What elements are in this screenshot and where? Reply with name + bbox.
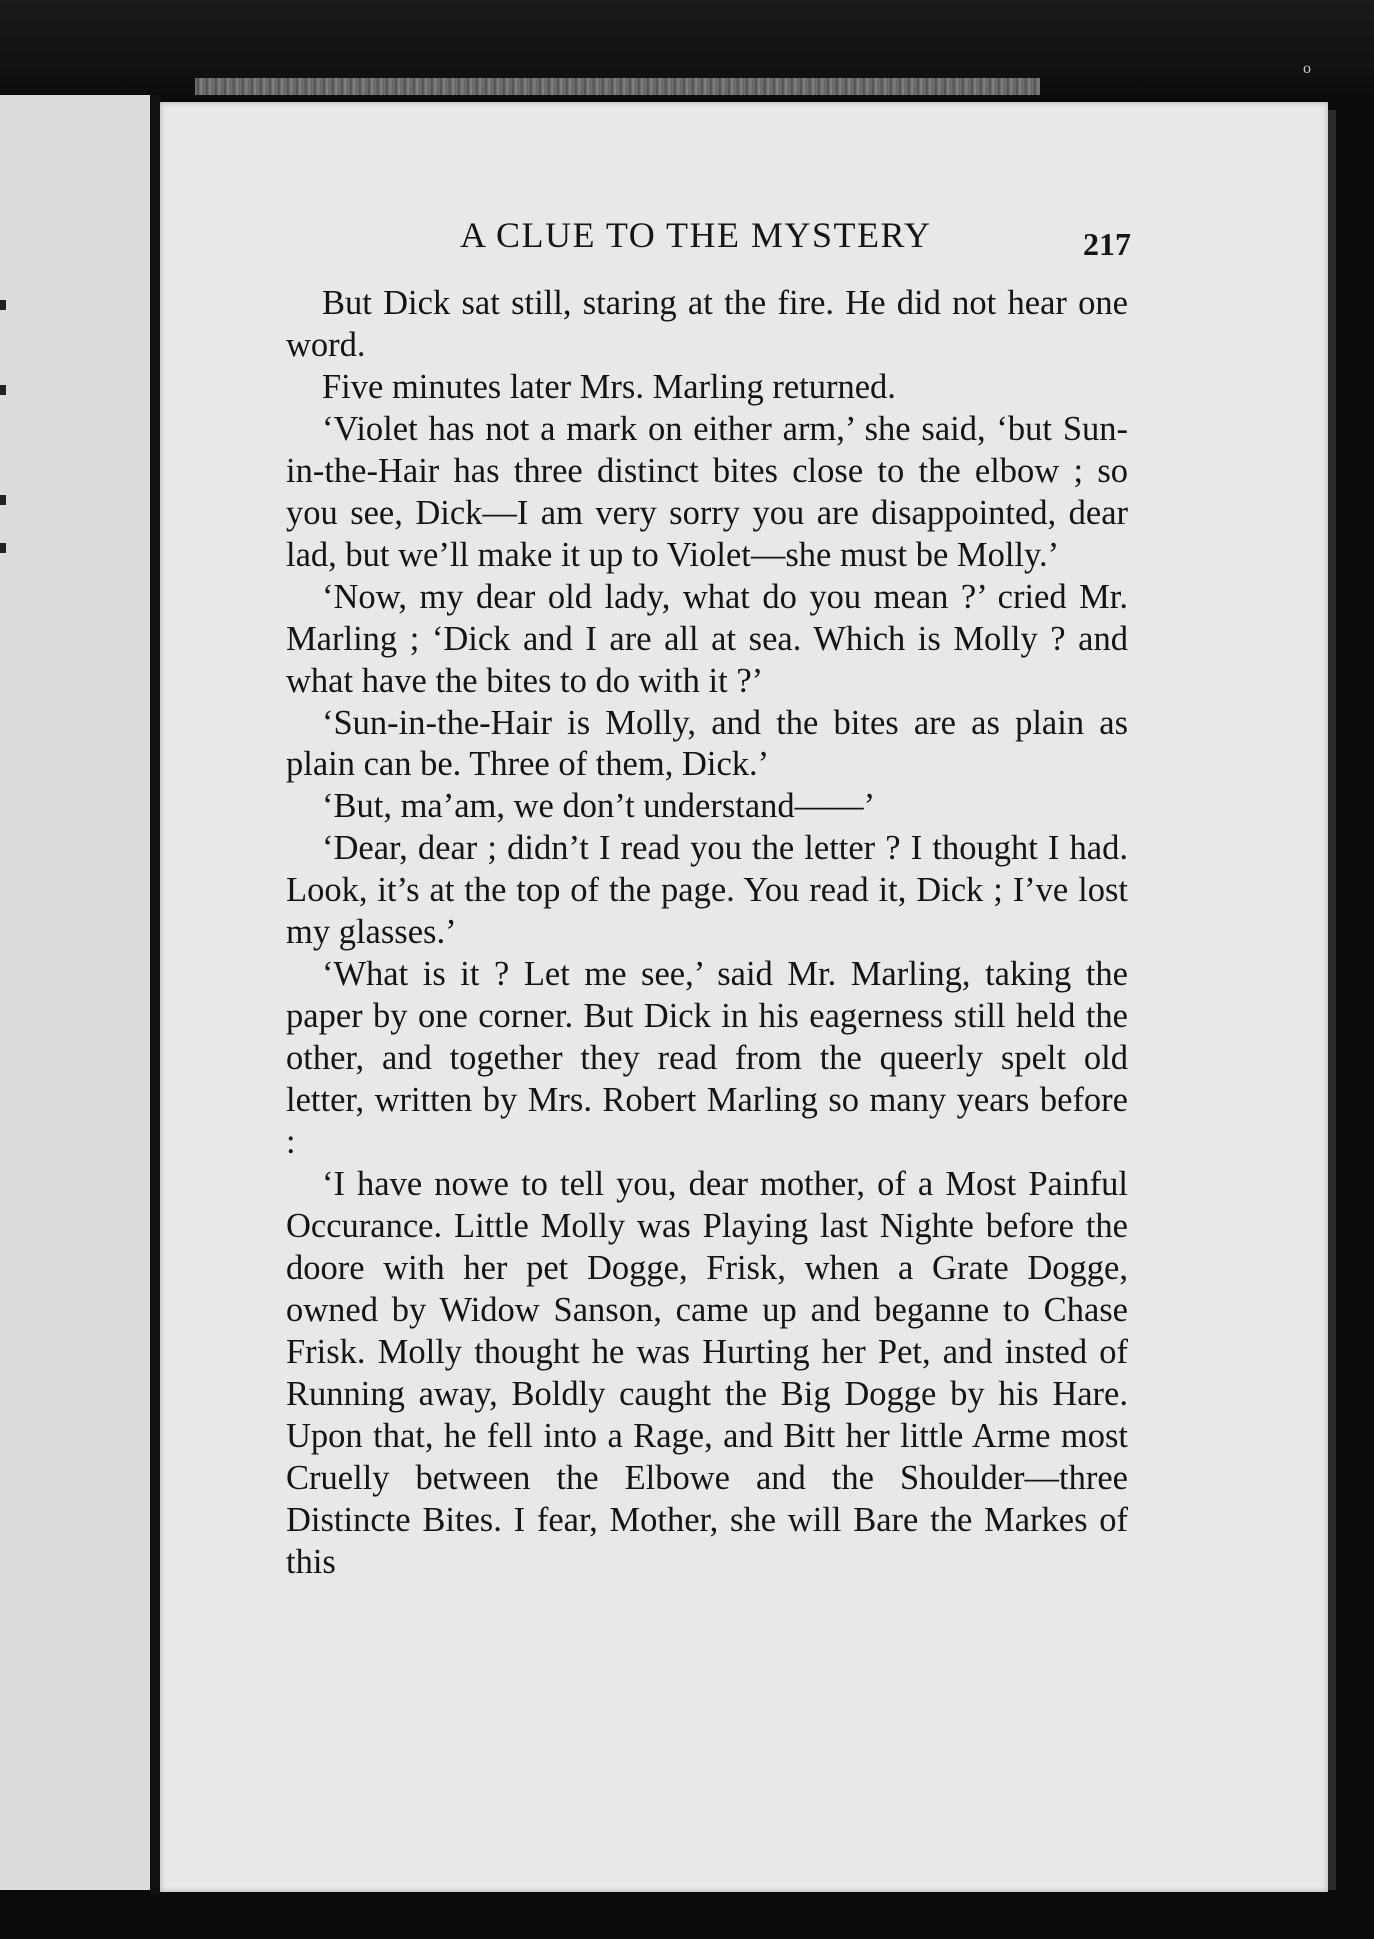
page-edge-shadow (1328, 110, 1336, 1890)
facing-page-letter-fragment (0, 300, 6, 310)
facing-page-letter-fragment (0, 385, 6, 395)
paragraph: ‘Now, my dear old lady, what do you mean ?’ cried Mr. Marling ; ‘Dick and I are all at sea. Which is Molly ? and what have the bites to do with it ?’ (286, 577, 1128, 700)
running-head-title: A CLUE TO THE MYSTERY (460, 215, 932, 255)
facing-page-letter-fragment (0, 495, 6, 505)
page-number: 217 (1083, 226, 1131, 262)
book-spine (150, 95, 160, 1895)
paragraph: Five minutes later Mrs. Marling returned. (322, 367, 896, 406)
paragraph: ‘What is it ? Let me see,’ said Mr. Marling, taking the paper by one corner. But Dick in his eagerness still held the other, and together they read from the queerly spelt old letter, written by Mrs. Robert Marling so many years before : (286, 955, 1128, 1162)
body-text (286, 283, 1128, 1584)
paragraph: But Dick sat still, staring at the fire. He did not hear one word. (286, 284, 1128, 364)
corner-mark: o (1303, 60, 1311, 77)
paragraph: ‘Dear, dear ; didn’t I read you the letter ? I thought I had. Look, it’s at the top of the page. You read it, Dick ; I’ve lost my glasses.’ (286, 829, 1128, 952)
paragraph: ‘Sun-in-the-Hair is Molly, and the bites are as plain as plain can be. Three of them, Dick.’ (286, 703, 1128, 784)
facing-page-edge (0, 95, 150, 1890)
scan-edge-strip (195, 78, 1040, 95)
paragraph: ‘But, ma’am, we don’t understand——’ (322, 787, 876, 826)
paragraph: ‘I have nowe to tell you, dear mother, of a Most Painful Occurance. Little Molly was Playing last Nighte before the doore with her pet Dogge, Frisk, when a Grate Dogge, owned by Widow Sanson, came up and beganne to Chase Frisk. Molly thought he was Hurting her Pet, and insted of Running away, Boldly caught the Big Dogge by his Hare. Upon that, he fell into a Rage, and Bitt her little Arme most Cruelly between the Elbowe and the Shoulder—three Distincte Bites. I fear, Mother, she will Bare the Markes of this (286, 1165, 1128, 1581)
facing-page-letter-fragment (0, 543, 6, 553)
paragraph: ‘Violet has not a mark on either arm,’ she said, ‘but Sun-in-the-Hair has three distinct bites close to the elbow ; so you see, Dick—I am very sorry you are disappointed, dear lad, but we’ll make it up to Violet—she must be Molly.’ (286, 409, 1128, 574)
